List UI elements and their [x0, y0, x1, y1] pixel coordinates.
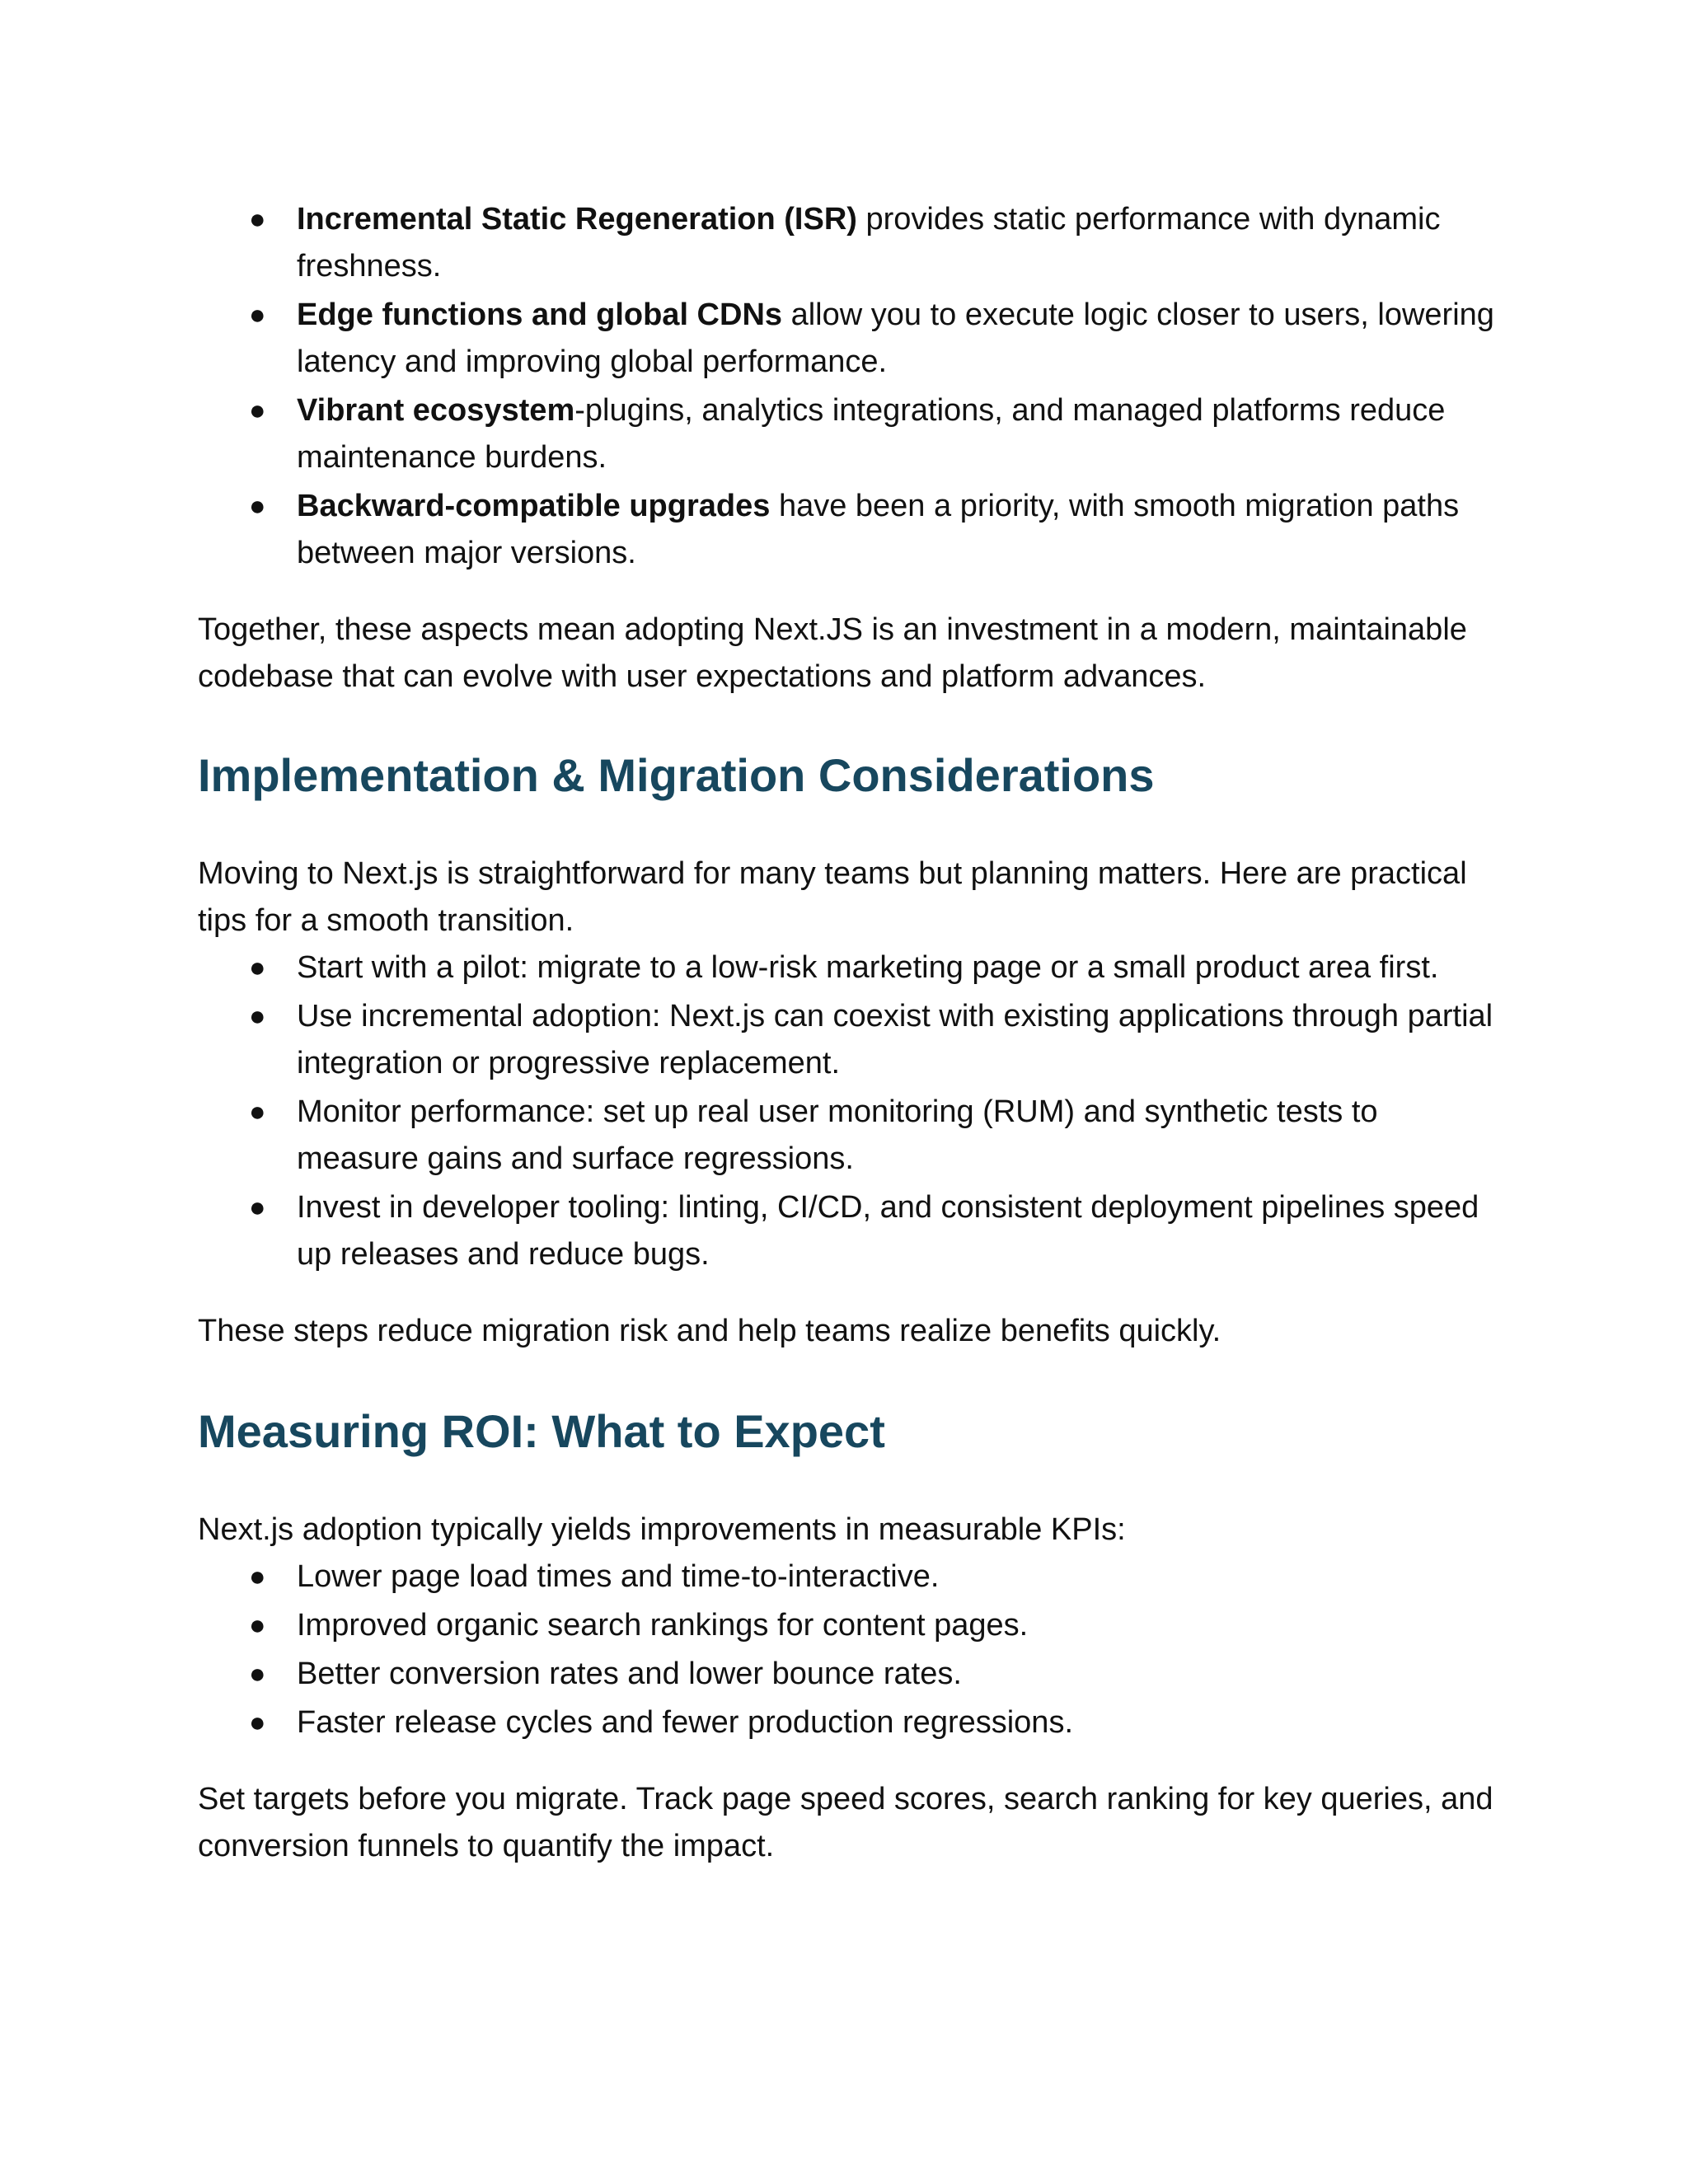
bullet-icon: ●	[249, 299, 266, 330]
document-page	[198, 196, 1500, 1870]
list-item-text: Use incremental adoption: Next.js can coexist with existing applications through partial integration or progressive replacement.	[297, 999, 1493, 1080]
section-heading-implementation: Implementation & Migration Considerations	[198, 749, 1155, 801]
bullet-icon: ●	[249, 1001, 266, 1032]
bullet-icon: ●	[249, 1707, 266, 1738]
bullet-icon: ●	[249, 490, 266, 522]
bullet-icon: ●	[249, 1561, 266, 1592]
list-item-text: provides static performance with dynamic freshness.	[297, 202, 1441, 284]
bullet-icon: ●	[249, 1192, 266, 1223]
list-item	[198, 1184, 1500, 1278]
list-item	[198, 1699, 1500, 1746]
list-item-text: allow you to execute logic closer to users, lowering latency and improving global performance.	[297, 298, 1494, 379]
list-item-text: Improved organic search rankings for content pages.	[297, 1608, 1029, 1643]
roi-intro: Next.js adoption typically yields improvements in measurable KPIs:	[198, 1512, 1126, 1547]
list-item	[198, 1554, 1500, 1601]
list-item-text: have been a priority, with smooth migration paths between major versions.	[297, 489, 1460, 570]
bullet-icon: ●	[249, 1658, 266, 1690]
list-item	[198, 387, 1500, 481]
summary-paragraph: Together, these aspects mean adopting Next.JS is an investment in a modern, maintainable codebase that can evolve with user expectations and platform advances.	[198, 612, 1467, 694]
list-item-bold: Vibrant ecosystem	[297, 393, 575, 428]
bullet-icon: ●	[249, 395, 266, 426]
list-item-bold: Incremental Static Regeneration (ISR)	[297, 202, 857, 237]
list-item	[198, 292, 1500, 386]
list-item	[198, 1089, 1500, 1183]
list-item-text: Monitor performance: set up real user monitoring (RUM) and synthetic tests to measure gains and surface regressions.	[297, 1094, 1378, 1176]
bullet-icon: ●	[249, 1610, 266, 1641]
list-item-bold: Edge functions and global CDNs	[297, 298, 783, 332]
list-item-text: Faster release cycles and fewer production regressions.	[297, 1705, 1074, 1740]
bullet-icon: ●	[249, 204, 266, 235]
list-item	[198, 196, 1500, 290]
implementation-bullet-list	[198, 944, 1500, 1278]
roi-bullet-list	[198, 1554, 1500, 1746]
list-item-text: Lower page load times and time-to-interactive.	[297, 1559, 940, 1594]
list-item-text: -plugins, analytics integrations, and managed platforms reduce maintenance burdens.	[297, 393, 1446, 475]
list-item	[198, 1651, 1500, 1698]
list-item-bold: Backward-compatible upgrades	[297, 489, 771, 523]
section-heading-roi: Measuring ROI: What to Expect	[198, 1405, 885, 1457]
list-item	[198, 483, 1500, 577]
list-item-text: Start with a pilot: migrate to a low-risk marketing page or a small product area first.	[297, 950, 1439, 985]
implementation-intro: Moving to Next.js is straightforward for many teams but planning matters. Here are practical tips for a smooth transition.	[198, 856, 1467, 938]
list-item-text: Better conversion rates and lower bounce rates.	[297, 1657, 962, 1691]
bullet-icon: ●	[249, 952, 266, 983]
list-item	[198, 944, 1500, 991]
list-item	[198, 993, 1500, 1087]
implementation-closing: These steps reduce migration risk and help teams realize benefits quickly.	[198, 1314, 1221, 1348]
roi-closing: Set targets before you migrate. Track page speed scores, search ranking for key queries, and conversion funnels to quantify the impact.	[198, 1782, 1493, 1863]
list-item-text: Invest in developer tooling: linting, CI/CD, and consistent deployment pipelines speed up releases and reduce bugs.	[297, 1190, 1479, 1272]
bullet-icon: ●	[249, 1096, 266, 1127]
intro-bullet-list	[198, 196, 1500, 577]
list-item	[198, 1602, 1500, 1649]
